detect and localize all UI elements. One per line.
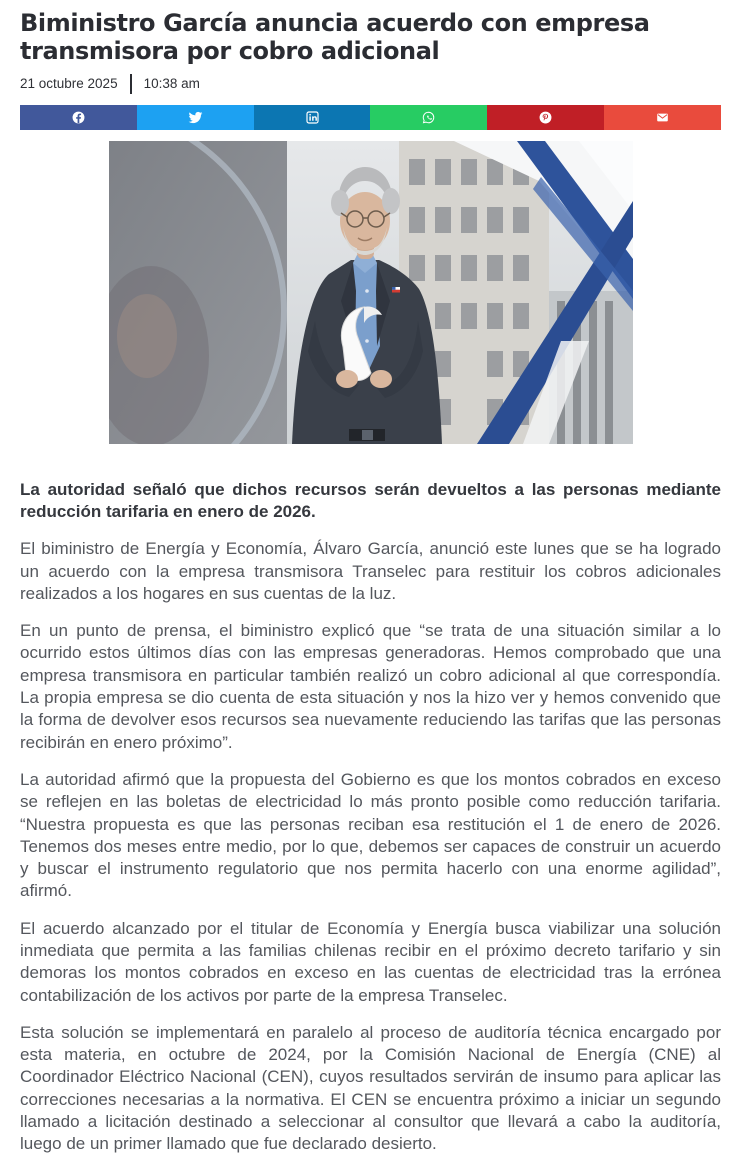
- share-pinterest-button[interactable]: [487, 105, 604, 130]
- article-body: [20, 479, 721, 1156]
- email-icon: [655, 110, 670, 125]
- article-meta: [20, 73, 721, 95]
- share-email-button[interactable]: [604, 105, 721, 130]
- article-paragraph: El biministro de Energía y Economía, Álvaro García, anunció este lunes que se ha logrado un acuerdo con la empresa transmisora Transelec para restituir los cobros adicionales realizados a los hogares en sus cuentas de la luz.: [20, 539, 721, 603]
- meta-divider: [130, 74, 132, 94]
- article-time: 10:38 am: [143, 76, 200, 92]
- article-photo-illustration: [109, 141, 633, 444]
- whatsapp-icon: [421, 110, 436, 125]
- article-date: 21 octubre 2025: [20, 76, 118, 92]
- article-paragraph: El acuerdo alcanzado por el titular de Economía y Energía busca viabilizar una solución inmediata que permita a las familias chilenas recibir en el próximo decreto tarifario y sin demoras los montos cobrados en exceso en las cuentas de electricidad tras la errónea contabilización de los activos por parte de la empresa Transelec.: [20, 918, 721, 1005]
- share-linkedin-button[interactable]: [254, 105, 371, 130]
- share-whatsapp-button[interactable]: [370, 105, 487, 130]
- article-photo: [109, 141, 633, 444]
- share-twitter-button[interactable]: [137, 105, 254, 130]
- share-facebook-button[interactable]: [20, 105, 137, 130]
- article-paragraph: Esta solución se implementará en paralelo al proceso de auditoría técnica encargado por esta materia, en octubre de 2024, por la Comisión Nacional de Energía (CNE) al Coordinador Eléctrico Nacional (CEN), cuyos resultados servirán de insumo para aplicar las correcciones necesarias a la normativa. El CEN se encuentra próximo a iniciar un segundo llamado a licitación destinado a seleccionar al consultor que llevará a cabo la auditoría, luego de un primer llamado que fue declarado desierto.: [20, 1022, 721, 1154]
- pinterest-icon: [538, 110, 553, 125]
- page-title: Biministro García anuncia acuerdo con empresa transmisora por cobro adicional: [20, 9, 650, 65]
- linkedin-icon: [305, 110, 320, 125]
- twitter-icon: [188, 110, 203, 125]
- article-paragraph: La autoridad afirmó que la propuesta del Gobierno es que los montos cobrados en exceso se reflejen en las boletas de electricidad lo más pronto posible como reducción tarifaria. “Nuestra propuesta es que las personas reciban esa restitución el 1 de enero de 2026. Tenemos dos meses entre medio, por lo que, debemos ser capaces de construir un acuerdo y buscar el instrumento regulatorio que nos permita hacerlo con una enorme agilidad”, afirmó.: [20, 769, 721, 901]
- article-lead: La autoridad señaló que dichos recursos serán devueltos a las personas mediante reducción tarifaria en enero de 2026.: [20, 479, 721, 521]
- article-paragraph: En un punto de prensa, el biministro explicó que “se trata de una situación similar a lo ocurrido estos últimos días con las empresas generadoras. Hemos comprobado que una empresa transmisora en particular también realizó un cobro adicional al que correspondía. La propia empresa se dio cuenta de esta situación y nos la hizo ver y hemos convenido que la forma de devolver esos recursos sea nuevamente reduciendo las tarifas que las personas recibirán en enero próximo”.: [20, 621, 721, 752]
- facebook-icon: [71, 110, 86, 125]
- share-buttons-row: [20, 105, 721, 130]
